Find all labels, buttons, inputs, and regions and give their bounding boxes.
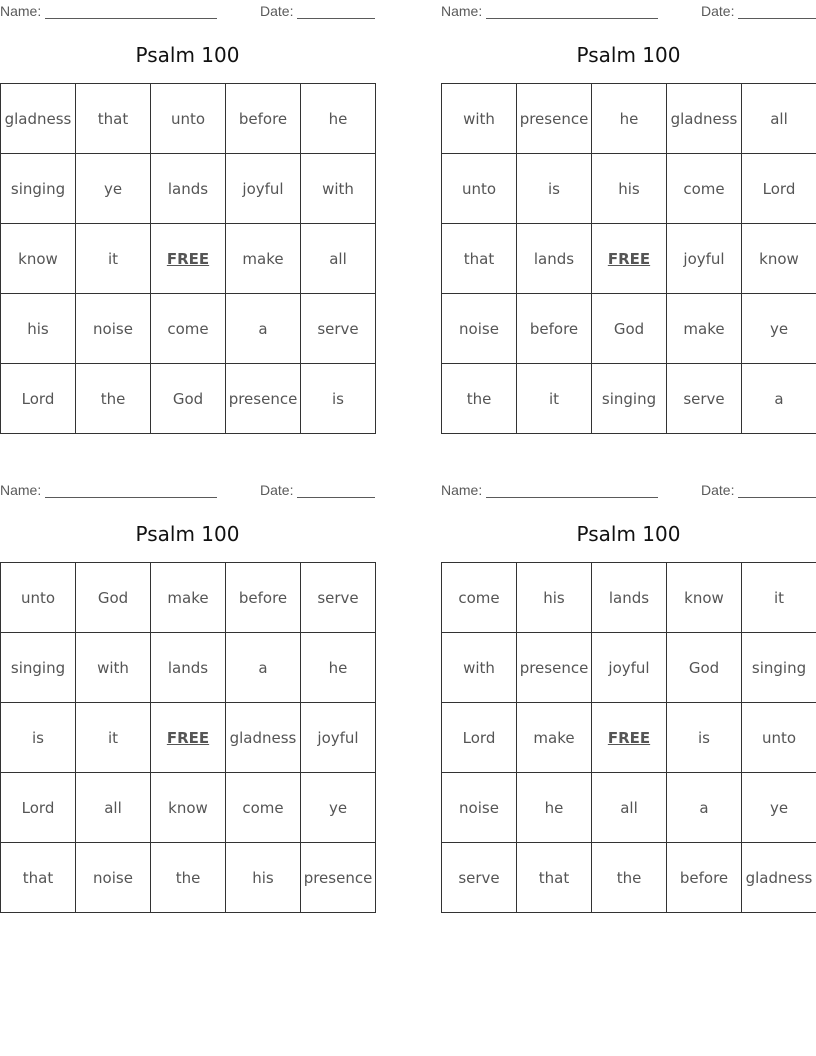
bingo-cell[interactable]: serve [301,294,376,364]
grid-row [1,294,376,364]
bingo-cell[interactable]: unto [742,703,816,773]
grid-row [1,364,376,434]
bingo-cell[interactable]: the [151,843,226,913]
bingo-cell[interactable]: Lord [442,703,517,773]
bingo-cell[interactable]: that [1,843,76,913]
bingo-cell[interactable]: his [592,154,667,224]
bingo-cell[interactable]: before [226,563,301,633]
bingo-cell[interactable]: ye [742,294,816,364]
bingo-cell[interactable]: unto [1,563,76,633]
bingo-cell[interactable]: his [1,294,76,364]
bingo-cell[interactable]: gladness [1,84,76,154]
bingo-cell[interactable]: a [742,364,816,434]
bingo-cell[interactable]: serve [301,563,376,633]
bingo-cell[interactable]: with [442,84,517,154]
bingo-cell[interactable]: gladness [667,84,742,154]
bingo-cell[interactable]: lands [517,224,592,294]
free-space[interactable]: FREE [151,224,226,294]
bingo-cell[interactable]: Lord [1,364,76,434]
grid-row [1,703,376,773]
bingo-cell[interactable]: singing [1,633,76,703]
bingo-cell[interactable]: his [517,563,592,633]
bingo-cell[interactable]: it [517,364,592,434]
bingo-cell[interactable]: with [442,633,517,703]
date-field[interactable] [701,482,816,498]
bingo-cell[interactable]: know [667,563,742,633]
card-header [441,0,816,22]
grid-row [442,154,816,224]
bingo-cell[interactable]: lands [151,633,226,703]
bingo-cell[interactable]: all [592,773,667,843]
bingo-cell[interactable]: unto [442,154,517,224]
grid-row [442,703,816,773]
grid-row [1,563,376,633]
bingo-cell[interactable]: joyful [226,154,301,224]
bingo-cell[interactable]: Lord [1,773,76,843]
bingo-cell[interactable]: make [226,224,301,294]
date-label: Date: [701,482,735,498]
bingo-cell[interactable]: ye [76,154,151,224]
bingo-cell[interactable]: noise [442,294,517,364]
bingo-cell[interactable]: a [226,633,301,703]
bingo-cell[interactable]: is [301,364,376,434]
bingo-cell[interactable]: know [1,224,76,294]
bingo-cell[interactable]: come [226,773,301,843]
bingo-cell[interactable]: presence [226,364,301,434]
card-title: Psalm 100 [576,43,681,67]
bingo-card [0,479,375,913]
bingo-cell[interactable]: joyful [301,703,376,773]
bingo-cell[interactable]: it [76,703,151,773]
name-label: Name: [441,3,483,19]
name-label: Name: [0,3,42,19]
card-title: Psalm 100 [135,522,240,546]
bingo-cell[interactable]: God [151,364,226,434]
bingo-card [0,0,375,434]
bingo-cell[interactable]: it [76,224,151,294]
bingo-cell[interactable]: joyful [592,633,667,703]
date-field[interactable] [701,3,816,19]
bingo-cell[interactable]: all [742,84,816,154]
date-field[interactable] [260,482,375,498]
grid-row [442,773,816,843]
date-blank-line [738,483,816,498]
grid-row [442,84,816,154]
bingo-cell[interactable]: with [76,633,151,703]
bingo-cell[interactable]: know [151,773,226,843]
grid-row [1,224,376,294]
bingo-cell[interactable]: is [667,703,742,773]
name-field[interactable] [0,3,217,19]
bingo-cell[interactable]: all [301,224,376,294]
grid-row [442,224,816,294]
bingo-cell[interactable]: the [76,364,151,434]
date-label: Date: [260,482,294,498]
card-header [0,479,375,501]
bingo-cell[interactable]: noise [442,773,517,843]
bingo-cell[interactable]: noise [76,294,151,364]
bingo-cell[interactable]: the [592,843,667,913]
bingo-cell[interactable]: singing [1,154,76,224]
date-label: Date: [260,3,294,19]
name-field[interactable] [441,3,658,19]
card-header [441,479,816,501]
bingo-cell[interactable]: a [226,294,301,364]
bingo-cell[interactable]: Lord [742,154,816,224]
bingo-grid [441,562,816,913]
date-blank-line [297,483,375,498]
bingo-cell[interactable]: before [667,843,742,913]
bingo-grid [0,562,376,913]
bingo-grid [441,83,816,434]
bingo-cell[interactable]: unto [151,84,226,154]
date-field[interactable] [260,3,375,19]
bingo-cell[interactable]: with [301,154,376,224]
bingo-cell[interactable]: ye [301,773,376,843]
grid-row [1,84,376,154]
bingo-cell[interactable]: before [226,84,301,154]
name-field[interactable] [441,482,658,498]
bingo-cell[interactable]: that [442,224,517,294]
bingo-cell[interactable]: a [667,773,742,843]
name-blank-line [486,4,658,19]
bingo-cell[interactable]: his [226,843,301,913]
free-space[interactable]: FREE [592,224,667,294]
bingo-cell[interactable]: lands [151,154,226,224]
name-label: Name: [0,482,42,498]
bingo-cell[interactable]: singing [592,364,667,434]
bingo-cell[interactable]: make [667,294,742,364]
date-label: Date: [701,3,735,19]
bingo-cell[interactable]: joyful [667,224,742,294]
bingo-cell[interactable]: is [1,703,76,773]
bingo-cell[interactable]: presence [517,84,592,154]
bingo-cell[interactable]: know [742,224,816,294]
grid-row [442,364,816,434]
grid-row [1,773,376,843]
bingo-cell[interactable]: God [667,633,742,703]
bingo-cell[interactable]: ye [742,773,816,843]
free-space[interactable]: FREE [151,703,226,773]
bingo-cell[interactable]: he [301,84,376,154]
card-title: Psalm 100 [135,43,240,67]
bingo-cell[interactable]: come [442,563,517,633]
bingo-cell[interactable]: he [517,773,592,843]
bingo-cell[interactable]: before [517,294,592,364]
bingo-cell[interactable]: come [667,154,742,224]
name-field[interactable] [0,482,217,498]
bingo-cell[interactable]: serve [442,843,517,913]
bingo-cell[interactable]: the [442,364,517,434]
bingo-cell[interactable]: gladness [742,843,816,913]
bingo-cell[interactable]: noise [76,843,151,913]
bingo-cell[interactable]: singing [742,633,816,703]
grid-row [442,843,816,913]
bingo-cell[interactable]: all [76,773,151,843]
bingo-card [441,0,816,434]
bingo-cell[interactable]: he [592,84,667,154]
bingo-cell[interactable]: gladness [226,703,301,773]
bingo-cell[interactable]: presence [517,633,592,703]
free-space[interactable]: FREE [592,703,667,773]
bingo-cell[interactable]: that [76,84,151,154]
card-title: Psalm 100 [576,522,681,546]
grid-row [1,154,376,224]
grid-row [1,633,376,703]
bingo-cell[interactable]: serve [667,364,742,434]
grid-row [1,843,376,913]
name-blank-line [45,483,217,498]
bingo-cell[interactable]: God [76,563,151,633]
bingo-cell[interactable]: it [742,563,816,633]
bingo-grid [0,83,376,434]
bingo-cell[interactable]: make [517,703,592,773]
bingo-cell[interactable]: make [151,563,226,633]
bingo-cell[interactable]: he [301,633,376,703]
name-blank-line [45,4,217,19]
bingo-cell[interactable]: lands [592,563,667,633]
card-header [0,0,375,22]
date-blank-line [297,4,375,19]
name-label: Name: [441,482,483,498]
name-blank-line [486,483,658,498]
bingo-cell[interactable]: that [517,843,592,913]
bingo-cell[interactable]: come [151,294,226,364]
grid-row [442,563,816,633]
grid-row [442,633,816,703]
date-blank-line [738,4,816,19]
bingo-card [441,479,816,913]
bingo-cell[interactable]: presence [301,843,376,913]
bingo-cell[interactable]: is [517,154,592,224]
bingo-cell[interactable]: God [592,294,667,364]
grid-row [442,294,816,364]
